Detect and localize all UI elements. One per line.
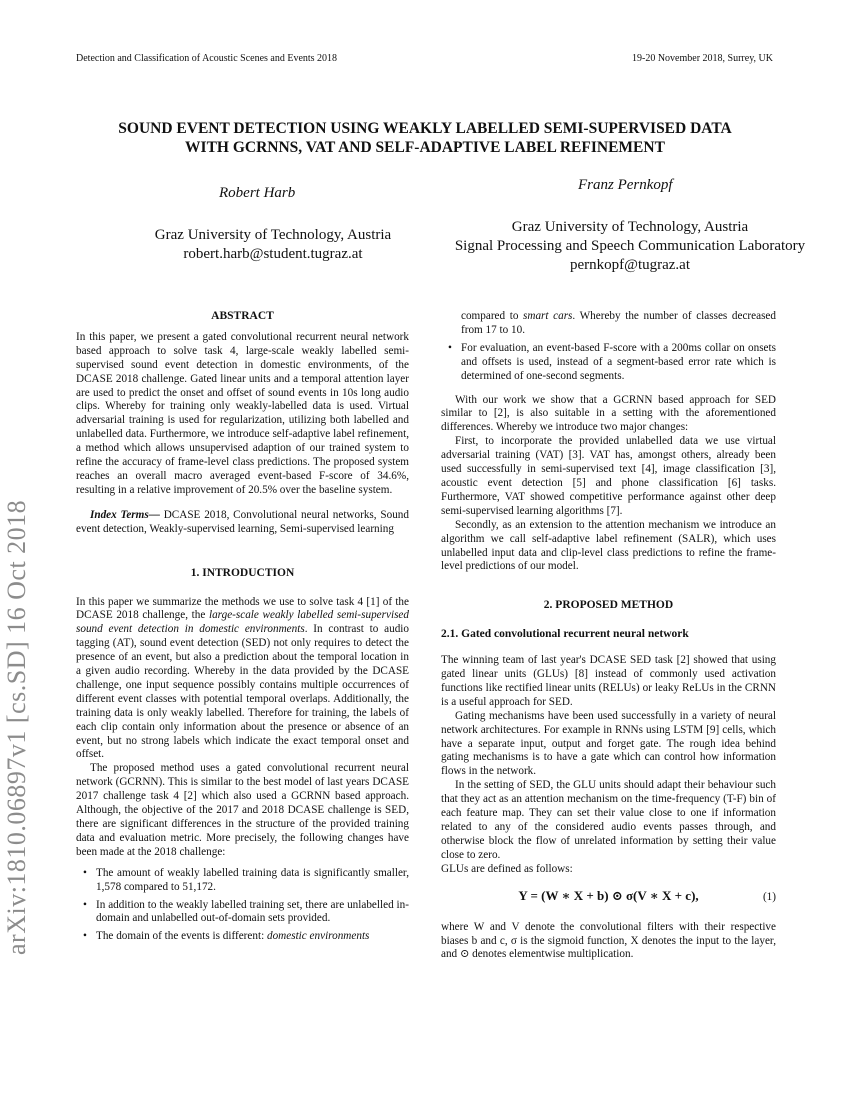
bullet-3-cont-end: . Whereby the number of classes decreased from 17 to 10. bbox=[461, 310, 776, 336]
author-1-name: Robert Harb bbox=[219, 185, 296, 201]
intro-paragraph-1 bbox=[76, 596, 409, 763]
bullet-4-text: For evaluation, an event-based F-score with a 200ms collar on onsets and offsets is used, instead of a segment-based error rate which is determined of one-second segments. bbox=[461, 341, 776, 382]
method-paragraph-1: The winning team of last year's DCASE SED task [2] showed that using gated linear units (GLUs) [8] instead of commonly used activation functions like rectified linear units (RELUs) or leaky ReLUs in the CRNN is a useful approach for SED. bbox=[441, 654, 776, 708]
bullet-3-continuation bbox=[441, 310, 776, 338]
intro-paragraph-2: The proposed method uses a gated convolutional recurrent neural network (GCRNN). This is similar to the best model of last years DCASE 2017 challenge task 4 [2] which also used a GCRNN based approach. Although, the objective of the 2017 and 2018 DCASE challenge is SED, there are significant differences in the structure of the provided training data and evaluation metric. More precisely, the following changes have been made at the 2018 challenge: bbox=[76, 762, 409, 858]
bullet-3-emphasis: domestic environments bbox=[266, 930, 370, 943]
introduction-heading: 1. INTRODUCTION bbox=[190, 566, 295, 579]
proposed-method-heading: 2. PROPOSED METHOD bbox=[543, 599, 674, 612]
index-terms-text: DCASE 2018, Convolutional neural networks, Sound event detection, Weakly-supervised learning, Semi-supervised learning bbox=[76, 508, 409, 535]
abstract-text: In this paper, we present a gated convolutional recurrent neural network based approach to solve task 4, large-scale weakly labelled semi-supervised sound event detection in domestic environments, of the DCASE 2018 challenge. Gated linear units and a temporal attention layer are used to predict the onset and offset of sound events in 10s long audio clips. Whereby for training only weakly-labelled data is used. Virtual adversarial training is used for regularization, utilizing both labelled and unlabelled data. Furthermore, we introduce self-adaptive label refinement, a method which allows unsupervised adaption of our trained system to refine the accuracy of frame-level class predictions. The proposed system reaches an overall macro averaged event-based F-score of 34.6%, resulting in a relative improvement of 20.5% over the baseline system. bbox=[76, 330, 409, 496]
intro-p1-start: In this paper we summarize the methods we use to solve task 4 [1] of the DCASE 2018 challenge, the bbox=[76, 595, 409, 622]
intro-paragraph-4: First, to incorporate the provided unlabelled data we use virtual adversarial training (VAT) [3]. VAT has, amongst others, already been used successfully in semi-supervised text [4], image classification [3], acoustic event detection [5] and phone classification [6] tasks. Furthermore, VAT showed competitive performance against other deep semi-supervised learning algorithms [7]. bbox=[441, 435, 776, 517]
right-column bbox=[441, 310, 776, 962]
author-2-lab: Signal Processing and Speech Communication Laboratory bbox=[454, 238, 806, 254]
author-1-university: Graz University of Technology, Austria bbox=[154, 227, 392, 243]
author-2-university: Graz University of Technology, Austria bbox=[511, 219, 749, 235]
list-item bbox=[76, 930, 409, 944]
glu-equation bbox=[441, 889, 776, 911]
bullet-icon: • bbox=[83, 930, 87, 943]
bullet-3-text: The domain of the events is different: bbox=[96, 930, 267, 943]
list-item bbox=[76, 867, 409, 895]
intro-p1-emphasis: large-scale weakly labelled semi-supervised sound event detection in domestic environments bbox=[76, 609, 409, 636]
author-1-affiliation bbox=[108, 226, 438, 264]
bullet-icon: • bbox=[83, 866, 87, 879]
list-item bbox=[441, 342, 776, 384]
left-column bbox=[76, 310, 409, 944]
bullet-2-text: In addition to the weakly labelled training set, there are unlabelled in-domain and unlabelled out-of-domain sets provided. bbox=[96, 898, 409, 925]
index-terms-label: Index Terms— bbox=[90, 508, 160, 521]
subsection-heading: 2.1. Gated convolutional recurrent neural network bbox=[441, 628, 689, 641]
changes-list bbox=[76, 867, 409, 945]
equation-body: Y = (W ∗ X + b) ⊙ σ(V ∗ X + c), bbox=[518, 887, 699, 903]
author-1-email: robert.harb@student.tugraz.at bbox=[183, 246, 363, 262]
running-header-left: Detection and Classification of Acoustic Scenes and Events 2018 bbox=[76, 53, 338, 64]
intro-paragraph-3: With our work we show that a GCRNN based approach for SED similar to [2], is also suitable in a setting with the aforementioned differences. Whereby we introduce two major changes: bbox=[441, 393, 776, 434]
bullet-1-text: The amount of weakly labelled training data is significantly smaller, 1,578 compared to 51,172. bbox=[96, 866, 409, 893]
bullet-3-cont-emphasis: smart cars bbox=[523, 310, 573, 322]
equation-number: (1) bbox=[762, 890, 776, 903]
method-paragraph-3: In the setting of SED, the GLU units should adapt their behaviour such that they act as an attention mechanism on the time-frequency (T-F) bin of each feature map. They can set their value close to one if information related to any of the considered audio events passes through, and otherwise block the flow of unrelated information by setting their value close to zero. bbox=[441, 779, 776, 861]
method-paragraph-2: Gating mechanisms have been used successfully in a variety of neural network architectures. For example in RNNs using LSTM [9] cells, which have a separate input, output and forget gate. The rough idea behind gating mechanisms is to have a gate which can control how information flows in the network. bbox=[441, 709, 776, 778]
title-line-1: SOUND EVENT DETECTION USING WEAKLY LABELLED SEMI-SUPERVISED DATA bbox=[118, 120, 732, 137]
changes-list-continued bbox=[441, 342, 776, 384]
list-item bbox=[76, 899, 409, 927]
intro-p1-end: . In contrast to audio tagging (AT), sound event detection (SED) not only requires to detect the presence of an event, but also a prediction about the temporal location in a given audio recording. Whereby in the data provided by the DCASE challenge, one input sequence possibly contains multiple occurrences of different event classes with potential temporal overlaps. Additionally, the training data is only weakly labelled. Therefore for training, the labels of each clip contain only information about the presence or absence of an event, but no strong labels which indicate the exact temporal onset and offset. bbox=[76, 623, 409, 761]
bullet-icon: • bbox=[83, 898, 87, 911]
paper-title bbox=[70, 119, 780, 157]
intro-paragraph-5: Secondly, as an extension to the attention mechanism we introduce an algorithm we call self-adaptive label refinement (SALR), which uses unlabelled input data and clip-level class predictions to refine the frame-level predictions of our model. bbox=[441, 518, 776, 573]
title-line-2: WITH GCRNNS, VAT AND SELF-ADAPTIVE LABEL REFINEMENT bbox=[185, 139, 665, 156]
bullet-icon: • bbox=[448, 341, 452, 354]
index-terms bbox=[76, 509, 409, 537]
method-paragraph-4: GLUs are defined as follows: bbox=[441, 862, 573, 875]
abstract-heading: ABSTRACT bbox=[211, 310, 274, 322]
arxiv-stamp: arXiv:1810.06897v1 [cs.SD] 16 Oct 2018 bbox=[2, 499, 31, 955]
author-2-email: pernkopf@tugraz.at bbox=[569, 257, 690, 273]
author-2-affiliation bbox=[425, 218, 835, 275]
author-2-name: Franz Pernkopf bbox=[578, 177, 673, 193]
running-header-right: 19-20 November 2018, Surrey, UK bbox=[632, 53, 773, 64]
bullet-3-cont-start: compared to bbox=[461, 310, 524, 322]
method-paragraph-5: where W and V denote the convolutional filters with their respective biases b and c, σ is the sigmoid function, X denotes the input to the layer, and ⊙ denotes elementwise multiplication. bbox=[441, 920, 776, 961]
